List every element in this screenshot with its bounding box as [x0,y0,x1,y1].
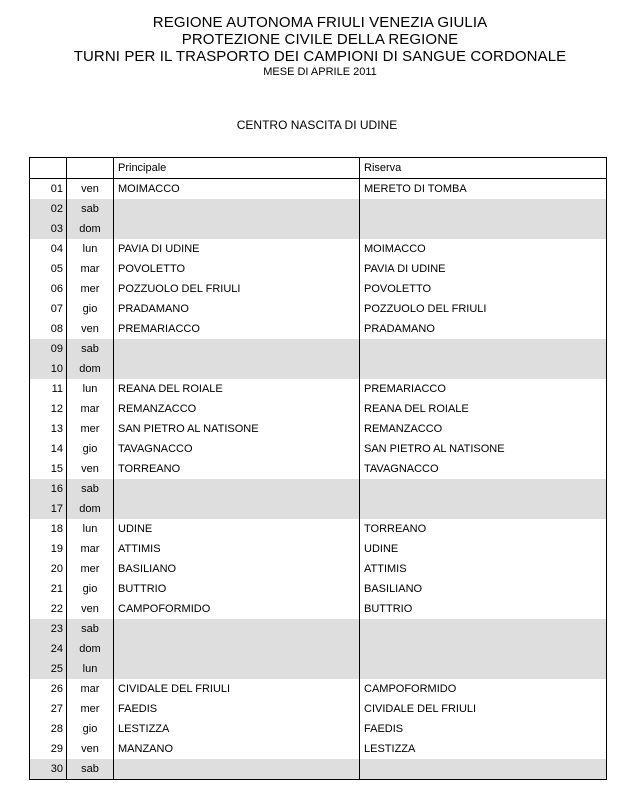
weekday-cell: dom [67,639,114,659]
weekday-cell: dom [67,499,114,519]
day-number-cell: 12 [30,399,67,419]
riserva-cell: POVOLETTO [360,279,607,299]
day-number-cell: 28 [30,719,67,739]
principale-cell: ATTIMIS [114,539,360,559]
table-row [30,599,607,619]
riserva-cell: TAVAGNACCO [360,459,607,479]
principale-cell [114,219,360,239]
riserva-cell [360,339,607,359]
weekday-cell: sab [67,619,114,639]
table-row [30,519,607,539]
principale-cell [114,619,360,639]
day-number-cell: 09 [30,339,67,359]
day-number-cell: 03 [30,219,67,239]
weekday-cell: sab [67,199,114,219]
table-row [30,739,607,759]
riserva-cell: MOIMACCO [360,239,607,259]
riserva-cell: BUTTRIO [360,599,607,619]
day-number-cell: 14 [30,439,67,459]
riserva-cell [360,759,607,780]
weekday-cell: dom [67,219,114,239]
month-subtitle: MESE DI APRILE 2011 [263,66,377,78]
table-row [30,379,607,399]
riserva-cell: CIVIDALE DEL FRIULI [360,699,607,719]
day-number-cell: 05 [30,259,67,279]
principale-cell: CIVIDALE DEL FRIULI [114,679,360,699]
weekday-cell: lun [67,519,114,539]
riserva-cell: MERETO DI TOMBA [360,179,607,200]
riserva-cell [360,479,607,499]
weekday-cell: ven [67,599,114,619]
table-row [30,699,607,719]
riserva-cell: SAN PIETRO AL NATISONE [360,439,607,459]
column-header-principale: Principale [114,158,360,179]
shift-table [29,157,607,780]
riserva-cell: PAVIA DI UDINE [360,259,607,279]
riserva-cell: UDINE [360,539,607,559]
principale-cell: POVOLETTO [114,259,360,279]
day-number-cell: 07 [30,299,67,319]
principale-cell: BUTTRIO [114,579,360,599]
principale-cell [114,339,360,359]
table-row [30,179,607,200]
principale-cell [114,199,360,219]
table-row [30,559,607,579]
principale-cell: UDINE [114,519,360,539]
weekday-cell: ven [67,179,114,200]
principale-cell: PRADAMANO [114,299,360,319]
weekday-cell: gio [67,579,114,599]
day-number-cell: 08 [30,319,67,339]
weekday-cell: sab [67,759,114,780]
riserva-cell: POZZUOLO DEL FRIULI [360,299,607,319]
table-row [30,299,607,319]
weekday-cell: mar [67,259,114,279]
weekday-cell: mer [67,559,114,579]
day-number-cell: 04 [30,239,67,259]
day-number-cell: 21 [30,579,67,599]
table-row [30,759,607,780]
riserva-cell [360,219,607,239]
principale-cell: FAEDIS [114,699,360,719]
table-header-row [30,158,607,179]
weekday-cell: ven [67,319,114,339]
principale-cell: TAVAGNACCO [114,439,360,459]
riserva-cell: LESTIZZA [360,739,607,759]
principale-cell: TORREANO [114,459,360,479]
principale-cell: REMANZACCO [114,399,360,419]
riserva-cell: REMANZACCO [360,419,607,439]
region-title: REGIONE AUTONOMA FRIULI VENEZIA GIULIA [152,14,488,31]
day-number-cell: 16 [30,479,67,499]
principale-cell: CAMPOFORMIDO [114,599,360,619]
table-row [30,639,607,659]
weekday-cell: ven [67,739,114,759]
riserva-cell: PREMARIACCO [360,379,607,399]
principale-cell [114,499,360,519]
column-header-day [67,158,114,179]
principale-cell: BASILIANO [114,559,360,579]
weekday-cell: lun [67,379,114,399]
riserva-cell: ATTIMIS [360,559,607,579]
principale-cell: POZZUOLO DEL FRIULI [114,279,360,299]
table-row [30,479,607,499]
table-row [30,459,607,479]
table-row [30,679,607,699]
table-row [30,399,607,419]
table-row [30,659,607,679]
riserva-cell [360,499,607,519]
table-row [30,279,607,299]
day-number-cell: 22 [30,599,67,619]
principale-cell [114,659,360,679]
weekday-cell: sab [67,339,114,359]
table-row [30,259,607,279]
principale-cell: PREMARIACCO [114,319,360,339]
riserva-cell: REANA DEL ROIALE [360,399,607,419]
centre-title: CENTRO NASCITA DI UDINE [236,118,398,132]
principale-cell: REANA DEL ROIALE [114,379,360,399]
principale-cell: MOIMACCO [114,179,360,200]
day-number-cell: 06 [30,279,67,299]
day-number-cell: 02 [30,199,67,219]
table-row [30,419,607,439]
day-number-cell: 15 [30,459,67,479]
table-row [30,319,607,339]
weekday-cell: gio [67,719,114,739]
weekday-cell: mar [67,679,114,699]
riserva-cell: FAEDIS [360,719,607,739]
riserva-cell: CAMPOFORMIDO [360,679,607,699]
weekday-cell: mer [67,419,114,439]
riserva-cell [360,199,607,219]
riserva-cell [360,659,607,679]
table-body [30,179,607,780]
table-row [30,219,607,239]
table-row [30,439,607,459]
department-title: PROTEZIONE CIVILE DELLA REGIONE [181,31,459,48]
weekday-cell: lun [67,659,114,679]
principale-cell: LESTIZZA [114,719,360,739]
column-header-number [30,158,67,179]
day-number-cell: 25 [30,659,67,679]
table-row [30,539,607,559]
riserva-cell [360,359,607,379]
column-header-riserva: Riserva [360,158,607,179]
table-row [30,579,607,599]
day-number-cell: 26 [30,679,67,699]
riserva-cell: PRADAMANO [360,319,607,339]
table-row [30,719,607,739]
riserva-cell: BASILIANO [360,579,607,599]
principale-cell: SAN PIETRO AL NATISONE [114,419,360,439]
riserva-cell: TORREANO [360,519,607,539]
weekday-cell: mar [67,399,114,419]
table-row [30,339,607,359]
schedule-title: TURNI PER IL TRASPORTO DEI CAMPIONI DI SANGUE CORDONALE [73,48,567,65]
principale-cell [114,359,360,379]
day-number-cell: 30 [30,759,67,780]
table-row [30,239,607,259]
principale-cell [114,479,360,499]
day-number-cell: 23 [30,619,67,639]
table-row [30,199,607,219]
day-number-cell: 29 [30,739,67,759]
weekday-cell: lun [67,239,114,259]
weekday-cell: mer [67,279,114,299]
principale-cell: PAVIA DI UDINE [114,239,360,259]
weekday-cell: dom [67,359,114,379]
day-number-cell: 24 [30,639,67,659]
riserva-cell [360,639,607,659]
day-number-cell: 13 [30,419,67,439]
table-row [30,359,607,379]
principale-cell [114,759,360,780]
weekday-cell: gio [67,299,114,319]
day-number-cell: 11 [30,379,67,399]
day-number-cell: 18 [30,519,67,539]
day-number-cell: 01 [30,179,67,200]
weekday-cell: mer [67,699,114,719]
table-row [30,499,607,519]
principale-cell: MANZANO [114,739,360,759]
table-row [30,619,607,639]
day-number-cell: 10 [30,359,67,379]
day-number-cell: 19 [30,539,67,559]
principale-cell [114,639,360,659]
weekday-cell: ven [67,459,114,479]
weekday-cell: sab [67,479,114,499]
day-number-cell: 20 [30,559,67,579]
weekday-cell: gio [67,439,114,459]
document-header [0,14,640,79]
day-number-cell: 27 [30,699,67,719]
riserva-cell [360,619,607,639]
weekday-cell: mar [67,539,114,559]
day-number-cell: 17 [30,499,67,519]
